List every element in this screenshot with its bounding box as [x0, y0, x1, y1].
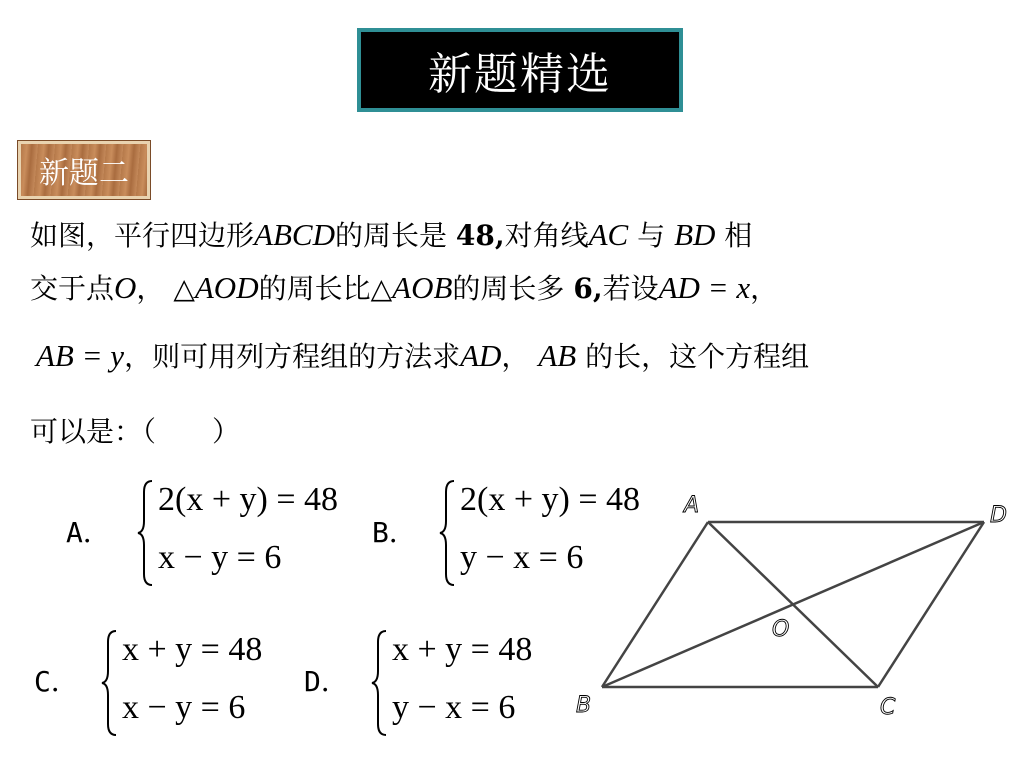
math: O	[114, 270, 137, 305]
number: 6,	[573, 272, 603, 305]
math: AOB	[392, 270, 453, 305]
option-d-eq2: y − x = 6	[392, 689, 516, 726]
option-c-eq2: x − y = 6	[122, 689, 246, 726]
math: AC	[588, 217, 629, 252]
text: 的长，这个方程组	[585, 340, 810, 373]
triangle-symbol: △	[370, 272, 393, 305]
text: 若设	[602, 272, 659, 305]
side-dc	[878, 522, 984, 687]
math: AD = x	[658, 270, 751, 305]
text: 与	[637, 219, 666, 252]
text: 交于点	[30, 272, 115, 305]
text: 的周长多	[452, 272, 565, 305]
label-c: C	[880, 695, 896, 720]
option-a-eq1: 2(x + y) = 48	[158, 481, 338, 518]
text: 可以是：（ ）	[30, 415, 241, 448]
text: 相	[724, 219, 753, 252]
label-a: A	[684, 493, 700, 518]
side-ba	[602, 522, 708, 687]
option-c-eq1: x + y = 48	[122, 631, 263, 668]
page-title: 新题精选	[428, 49, 612, 100]
text: 如图，平行四边形	[30, 219, 255, 252]
math: BD	[674, 217, 716, 252]
option-a-label[interactable]: A．	[66, 516, 111, 549]
text: 的周长是	[334, 219, 447, 252]
number: 48,	[455, 219, 505, 252]
diagonal-bd	[602, 522, 984, 687]
option-c-label[interactable]: C．	[34, 665, 79, 698]
math: ABCD	[254, 217, 335, 252]
math: AOD	[194, 270, 259, 305]
text: ，	[501, 340, 530, 373]
label-d: D	[990, 503, 1007, 528]
text: ，	[136, 272, 165, 305]
label-b: B	[576, 693, 592, 718]
math: AB	[538, 338, 577, 373]
label-o: O	[772, 617, 790, 642]
option-a-eq2: x − y = 6	[158, 539, 282, 576]
math: AB = y	[36, 338, 125, 373]
text: ，则可用列方程组的方法求	[124, 340, 461, 373]
option-b-eq1: 2(x + y) = 48	[460, 481, 640, 518]
text: 对角线	[504, 219, 589, 252]
text: 的周长比	[258, 272, 371, 305]
option-b-eq2: y − x = 6	[460, 539, 584, 576]
option-d-label[interactable]: D．	[304, 665, 349, 698]
option-d-eq1: x + y = 48	[392, 631, 533, 668]
math: AD	[460, 338, 502, 373]
option-b-label[interactable]: B．	[372, 516, 417, 549]
problem-tag-label: 新题二	[39, 156, 129, 191]
triangle-symbol: △	[173, 272, 195, 305]
text: ，	[750, 272, 779, 305]
